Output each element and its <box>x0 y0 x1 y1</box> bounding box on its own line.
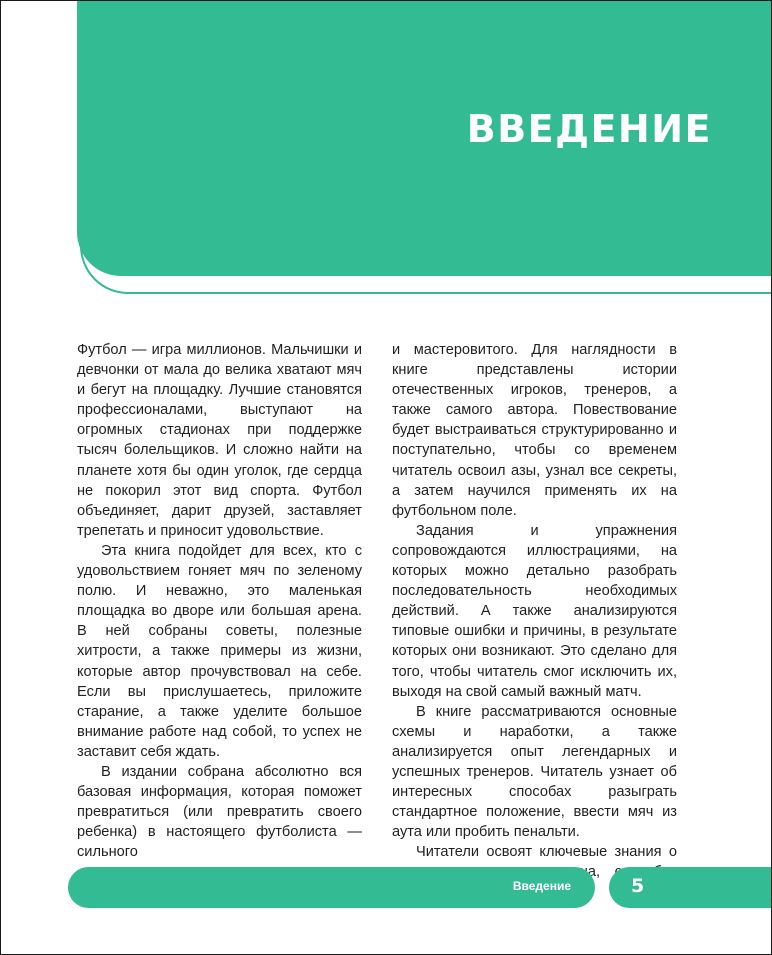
paragraph: Футбол — игра миллионов. Мальчишки и девчонки от мала до велика хватают мяч и бегут на площадку. Лучшие становятся профессионалами, выступают на огромных стадионах при поддержке тысяч болельщиков. И сложно найти на планете хотя бы один уголок, где сердца не покорил этот вид спорта. Футбол объединяет, дарит друзей, заставляет трепетать и приносит удовольствие. <box>77 342 362 539</box>
text-column-left <box>77 340 362 862</box>
footer-section-label: Введение <box>512 879 571 893</box>
footer-section-bar <box>68 867 595 908</box>
paragraph: В книге рассматриваются основные схемы и наработки, а также анализируется опыт легендарных и успешных тренеров. Читатель узнает об интересных способах разыграть стандартное положение, ввести мяч из аута или пробить пенальти. <box>392 703 677 841</box>
paragraph: Эта книга подойдет для всех, кто с удовольствием гоняет мяч по зеленому полю. И неважно, это маленькая площадка во дворе или большая арена. В ней собраны советы, полезные хитрости, а также примеры из жизни, которые автор прочувствовал на себе. Если вы прислушаетесь, приложите старание, а также уделите большое внимание работе над собой, то успех не заставит себя ждать. <box>77 542 362 760</box>
paragraph: Читатели освоят ключевые знания о <box>416 844 677 861</box>
page-number: 5 <box>631 875 645 897</box>
header-banner <box>77 0 772 276</box>
page-title: ВВЕДЕНИЕ <box>466 107 712 151</box>
footer-page-bar <box>609 867 772 908</box>
text-column-right <box>392 340 677 903</box>
paragraph: В издании собрана абсолютно вся базовая информация, которая поможет превратиться (или превратить своего ребенка) в настоящего футболиста — сильного <box>77 763 362 861</box>
paragraph: и мастеровитого. Для наглядности в книге представлены истории отечественных игроков, тренеров, а также самого автора. Повествование будет выстраиваться структурированно и поступательно, чтобы со временем читатель освоил азы, узнал все секреты, а затем научился применять их на футбольном поле. <box>392 342 677 519</box>
paragraph: Задания и упражнения сопровождаются иллюстрациями, на которых можно детально разобрать последовательность необходимых действий. А также анализируются типовые ошибки и причины, в результате которых они возникают. Это сделано для того, чтобы читатель смог исключить их, выходя на свой самый важный матч. <box>392 522 677 700</box>
